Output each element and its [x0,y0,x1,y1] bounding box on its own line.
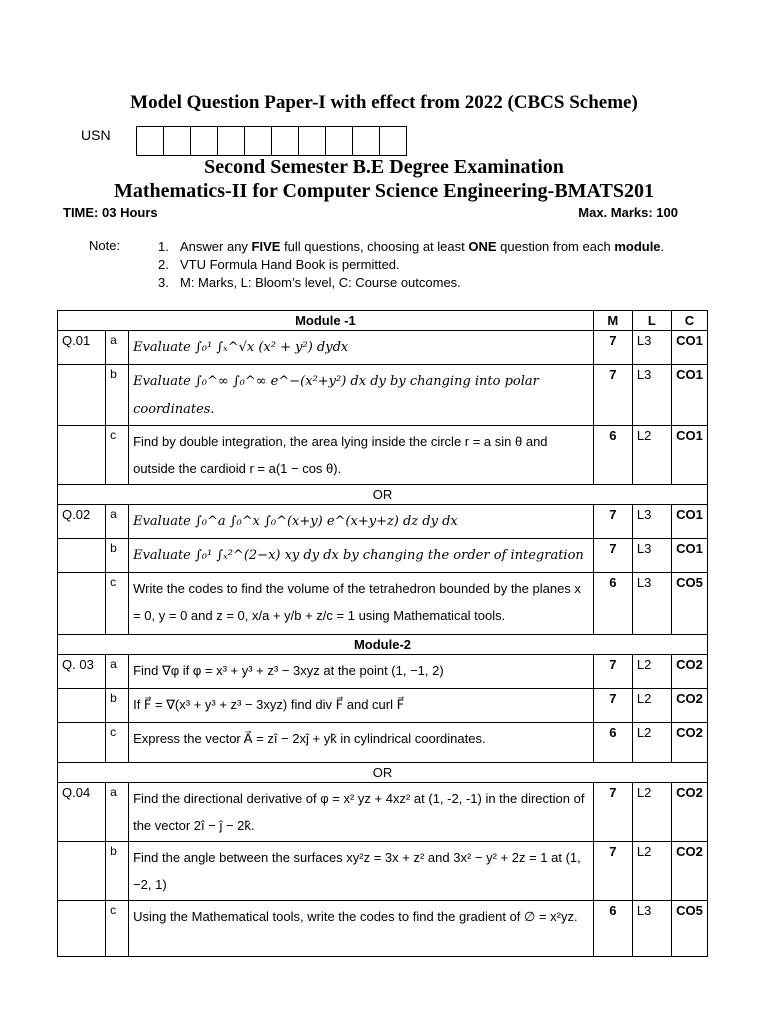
sub-question-letter: c [106,723,129,763]
question-number: Q.04 [58,783,106,842]
level-cell: L2 [632,655,671,689]
usn-box[interactable] [244,126,272,156]
outcome-cell: CO1 [671,365,707,426]
question-text-content: Express the vector A⃗ = zî − 2xĵ + yk̂ in cylindrical coordinates. [133,731,486,746]
note-list [158,238,678,292]
level-cell: L3 [632,539,671,573]
sub-question-letter: a [106,505,129,539]
marks-cell: 6 [593,723,632,763]
outcome-cell: CO2 [671,723,707,763]
table-row [58,723,708,763]
usn-box[interactable] [163,126,191,156]
question-number [58,426,106,485]
question-text-content: Using the Mathematical tools, write the codes to find the gradient of ∅ = x²yz. [133,909,578,924]
or-separator: OR [58,763,708,783]
marks-cell: 7 [593,655,632,689]
level-column-header: L [632,311,671,331]
marks-cell: 6 [593,426,632,485]
sub-question-letter: b [106,539,129,573]
question-text [129,655,594,689]
usn-box[interactable] [217,126,245,156]
level-cell: L3 [632,901,671,957]
outcome-cell: CO1 [671,331,707,365]
usn-box[interactable] [325,126,353,156]
level-cell: L2 [632,689,671,723]
marks-column-header: M [593,311,632,331]
usn-box[interactable] [136,126,164,156]
or-row [58,485,708,505]
usn-box[interactable] [271,126,299,156]
outcome-cell: CO2 [671,689,707,723]
question-text [129,365,594,426]
marks-cell: 7 [593,783,632,842]
outcome-cell: CO1 [671,505,707,539]
question-text-content: Evaluate ∫₀^∞ ∫₀^∞ e^−(x²+y²) dx dy by changing into polar coordinates. [133,374,539,417]
sub-question-letter: a [106,655,129,689]
usn-boxes [137,126,407,156]
note-label: Note: [89,238,121,253]
question-number [58,539,106,573]
max-marks-label: Max. Marks: 100 [578,205,678,220]
level-cell: L2 [632,842,671,901]
question-text [129,426,594,485]
table-row [58,505,708,539]
note-number: 2. [158,257,169,272]
question-number: Q. 03 [58,655,106,689]
question-number [58,842,106,901]
level-cell: L2 [632,426,671,485]
outcome-cell: CO5 [671,901,707,957]
table-row [58,426,708,485]
sub-question-letter: a [106,783,129,842]
marks-cell: 7 [593,365,632,426]
level-cell: L3 [632,505,671,539]
note-number: 3. [158,275,169,290]
marks-cell: 7 [593,689,632,723]
marks-cell: 6 [593,901,632,957]
question-number: Q.02 [58,505,106,539]
table-row [58,901,708,957]
table-row [58,365,708,426]
note-emphasis: module [614,239,661,254]
question-text [129,901,594,957]
question-text [129,842,594,901]
outcome-cell: CO2 [671,842,707,901]
table-row [58,655,708,689]
question-text [129,689,594,723]
question-number [58,723,106,763]
level-cell: L2 [632,723,671,763]
question-text-content: Find the directional derivative of φ = x² yz + 4xz² at (1, -2, -1) in the direction of the vector 2î − ĵ − 2k̂. [133,791,585,833]
or-separator: OR [58,485,708,505]
note-text: . [660,239,665,254]
note-item [158,274,678,292]
note-item [158,256,678,274]
sub-question-letter: c [106,901,129,957]
sub-question-letter: b [106,689,129,723]
module-1-header: Module -1 [58,311,594,331]
note-text: Answer any [180,239,252,254]
note-number: 1. [158,239,169,254]
question-text-content: Evaluate ∫₀¹ ∫ₓ²^(2−x) xy dy dx by changing the order of integration [133,548,584,563]
question-text [129,505,594,539]
question-text [129,539,594,573]
table-row [58,689,708,723]
table-row [58,783,708,842]
note-emphasis: ONE [468,239,497,254]
question-text [129,331,594,365]
marks-cell: 7 [593,331,632,365]
note-item [158,238,678,256]
sub-question-letter: c [106,426,129,485]
marks-cell: 6 [593,573,632,635]
module-header-row [58,635,708,655]
outcome-cell: CO5 [671,573,707,635]
module-2-header: Module-2 [58,635,708,655]
usn-box[interactable] [379,126,407,156]
table-row [58,331,708,365]
usn-box[interactable] [190,126,218,156]
question-text-content: If F⃗ = ∇(x³ + y³ + z³ − 3xyz) find div F⃗ and curl F⃗ [133,697,405,712]
usn-box[interactable] [352,126,380,156]
paper-title: Model Question Paper-I with effect from 2022 (CBCS Scheme) [130,92,638,113]
question-number [58,573,106,635]
module-header-row [58,311,708,331]
question-text [129,573,594,635]
sub-question-letter: c [106,573,129,635]
question-number [58,901,106,957]
exam-title: Second Semester B.E Degree Examination [204,156,564,178]
table-row [58,539,708,573]
question-number: Q.01 [58,331,106,365]
note-emphasis: FIVE [251,239,281,254]
marks-cell: 7 [593,505,632,539]
question-text [129,723,594,763]
outcome-cell: CO2 [671,783,707,842]
marks-cell: 7 [593,842,632,901]
marks-cell: 7 [593,539,632,573]
sub-question-letter: b [106,842,129,901]
question-number [58,365,106,426]
time-label: TIME: 03 Hours [63,205,158,220]
note-text: M: Marks, L: Bloom’s level, C: Course outcomes. [180,275,461,290]
or-row [58,763,708,783]
usn-label: USN [81,127,111,143]
table-row [58,842,708,901]
note-text: question from each [496,239,615,254]
outcome-cell: CO1 [671,539,707,573]
level-cell: L3 [632,365,671,426]
outcome-column-header: C [671,311,707,331]
sub-question-letter: b [106,365,129,426]
level-cell: L2 [632,783,671,842]
question-text-content: Evaluate ∫₀¹ ∫ₓ^√x (x² + y²) dydx [133,340,349,355]
question-table [57,310,708,957]
question-text-content: Find by double integration, the area lying inside the circle r = a sin θ and outside the cardioid r = a(1 − cos θ). [133,434,548,476]
question-text-content: Find the angle between the surfaces xy²z = 3x + z² and 3x² − y² + 2z = 1 at (1, −2, 1) [133,850,581,892]
usn-box[interactable] [298,126,326,156]
question-text-content: Find ∇φ if φ = x³ + y³ + z³ − 3xyz at the point (1, −1, 2) [133,663,444,678]
question-text-content: Evaluate ∫₀^a ∫₀^x ∫₀^(x+y) e^(x+y+z) dz dy dx [133,514,458,529]
level-cell: L3 [632,331,671,365]
question-number [58,689,106,723]
subject-title: Mathematics-II for Computer Science Engineering-BMATS201 [114,180,654,202]
outcome-cell: CO2 [671,655,707,689]
table-row [58,573,708,635]
outcome-cell: CO1 [671,426,707,485]
question-text-content: Write the codes to find the volume of the tetrahedron bounded by the planes x = 0, y = 0 and z = 0, x/a + y/b + z/c = 1 using Mathematical tools. [133,581,581,623]
note-text: VTU Formula Hand Book is permitted. [180,257,400,272]
note-text: full questions, choosing at least [280,239,469,254]
level-cell: L3 [632,573,671,635]
sub-question-letter: a [106,331,129,365]
question-text [129,783,594,842]
